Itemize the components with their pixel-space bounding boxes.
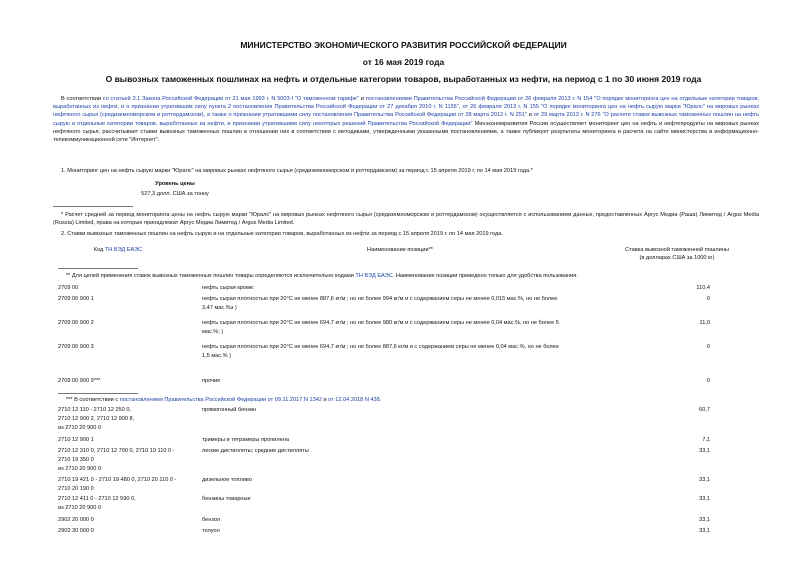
footnote-argus: * Расчет средней за период мониторинга цены на нефть сырую марки "Юралс" на мировых рынках нефтяного сырья (средиземноморском и роттердамском) осуществляется с использованием данных, предоставленных Аргус Медиа (Раша) Лимитед / Argus Media (Russia) Limited, права на которые принадлежат Аргус Медиа Лимитед / Argus Media Limited. (53, 212, 759, 227)
document-title: О вывозных таможенных пошлинах на нефть и отдельные категории товаров, выработанных из нефти, на период с 1 по 30 июня 2019 года (105, 74, 702, 84)
column-header-name: Наименование позиции** (367, 247, 433, 253)
intro-text: и (526, 112, 534, 119)
row-name: нефть сырая плотностью при 20°С не менее 887,6 кг/м ; но не более 994 кг/м и с содержанием серы не менее 0,015 мас.%, но не более 3,47 мас.%з ) (202, 296, 558, 311)
table-note-divider (58, 268, 138, 269)
table-note-decrees (66, 396, 746, 404)
row-code: 2709 00 900 3 (58, 344, 94, 350)
row-name: нефть сырая плотностью при 20°С не менее 694,7 кг/м ; но не более 887,6 кг/м и с содержанием серы не менее 0,04 мас.%, но не более 1,5 мас.% ) (202, 344, 559, 359)
row-rate: 0 (706, 344, 710, 350)
row-code: 2710 12 110 - 2710 12 250 0, 2710 12 900 2, 2710 12 900 8, из 2710 20 900 0 (58, 407, 135, 431)
section-2-heading: 2. Ставки вывозных таможенных пошлин на нефть сырую и на отдельные категории товаров, выработанных из нефти за период с 15 апреля 2019 г. по 14 мая 2019 года. (61, 231, 503, 237)
row-name: нефть сырая кроме: (202, 285, 255, 291)
intro-text: и (358, 96, 366, 102)
row-code: 2710 12 310 0, 2710 12 700 0, 2710 19 110 0 - 2710 19 350 0 из 2710 20 900 0 (58, 448, 175, 472)
row-rate: 33,1 (699, 528, 710, 534)
table-note-codes (66, 272, 746, 280)
intro-paragraph (53, 95, 759, 144)
note-text: . Наименование позиции приведено только для удобства пользования. (392, 273, 578, 279)
price-level-value: 527,3 долл. США за тонну (141, 191, 209, 197)
row-rate: 33,1 (699, 448, 710, 454)
row-rate: 11,0 (699, 320, 710, 326)
intro-text: , (458, 104, 463, 111)
row-code: 2902 20 000 0 (58, 517, 94, 523)
row-name: легкие дистилляты; средние дистилляты (202, 448, 309, 454)
ministry-heading: МИНИСТЕРСТВО ЭКОНОМИЧЕСКОГО РАЗВИТИЯ РОССИЙСКОЙ ФЕДЕРАЦИИ (240, 40, 567, 50)
column-code-prefix: Код (93, 247, 105, 253)
row-name: толуол (202, 528, 220, 534)
row-code: 2709 00 900 1 (58, 296, 94, 302)
law-link[interactable]: со статьей 3.1 Закона Российской Федерации от 21 мая 1993 г. N 5003-I "О таможенном тарифе" (102, 96, 359, 102)
tn-ved-link[interactable]: ТН ВЭД ЕАЭС (104, 247, 143, 253)
decree-1342-link[interactable]: постановлением Правительства Российской Федерации от 09.11.2017 N 1342 (119, 397, 322, 403)
row-rate: 0 (706, 378, 710, 384)
row-rate: 0 (706, 296, 710, 302)
row-rate: 7,1 (702, 437, 710, 443)
footnote-divider (53, 206, 133, 207)
note-text: ** Для целей применения ставок вывозных таможенных пошлин товары определяются исключительно кодами (66, 273, 356, 279)
row-code: 2902 30 000 0 (58, 528, 94, 534)
decree-438-link[interactable]: от 12.04.2018 N 438 (328, 397, 380, 403)
row-code: 2709 00 900 9*** (58, 378, 101, 384)
price-level-label: Уровень цены (155, 181, 195, 187)
intro-text: Минэкономразвития России осуществляет мониторинг цен на нефть и нефтепродукты на мировых рынках нефтяного сырья, рассчитывает ставки вывозных таможенных пошлин в отношении них в соответствии с методиками, утвержденными указанными постановлениями, а также публикует результаты мониторинга и расчета на сайте министерства в информационно-телекоммуникационной сети "Интернет". (53, 120, 759, 144)
row-code: 2709 00 900 2 (58, 320, 94, 326)
note-text: и (321, 397, 329, 403)
row-name: дизельное топливо (202, 477, 252, 483)
row-code: 2710 12 900 1 (58, 437, 94, 443)
decree-154-link[interactable]: постановлениями Правительства Российской Федерации от 26 февраля 2013 г. N 154 "О порядке мониторинга цен на отдельные категории товаров, выработанных из нефти, и о признании утратившим силу пункта 2 постановления Правительства Российской Федерации от 27 декабря 2010 г. N 1155" (53, 96, 759, 111)
note-text: . (379, 397, 382, 403)
column-header-rate: Ставка вывозной таможенной пошлины (в долларах США за 1000 кг) (625, 247, 729, 261)
row-code: 2709 00 (58, 285, 79, 291)
monitoring-paragraph: 1. Мониторинг цен на нефть сырую марки "Юралс" на мировых рынках нефтяного сырья (средиземноморском и роттердамском) за период с 15 апреля 2019 г. по 14 мая 2019 года.* (61, 168, 533, 174)
document-date: от 16 мая 2019 года (362, 57, 445, 67)
row-rate: 33,1 (699, 517, 710, 523)
row-rate: 60,7 (699, 407, 710, 413)
row-name: прямогонный бензин (202, 407, 257, 413)
column-header-code (58, 246, 178, 254)
row-rate: 33,1 (699, 496, 710, 502)
row-name: тримеры и тетрамеры пропилена (202, 437, 289, 443)
table-note-divider (58, 393, 138, 394)
row-rate: 110,4 (696, 285, 710, 291)
note-text: *** В соответствии с (66, 397, 120, 403)
row-code: 2710 19 421 0 - 2710 19 480 0, 2710 20 110 0 - 2710 20 190 0 (58, 477, 177, 492)
row-name: нефть сырая плотностью при 20°С не менее 694,7 кг/м ; но не более 980 кг/м и с содержанием серы не менее 0,04 мас.%, но не более 5 мас.%; ) (202, 320, 559, 335)
row-name: бензины товарные (202, 496, 251, 502)
decree-155-link[interactable]: от 26 февраля 2013 г. N 155 "О порядке мониторинга цен на нефть сырую марки "Юралс" на мировых рынках нефтяного сырья (средиземноморском и роттердамском), а также о признании утратившими силу постановления Правительства Российской Федерации от 28 марта 2012 г. N 251" (53, 104, 759, 119)
decree-276-link[interactable]: от 29 марта 2013 г. N 276 "О расчете ставок вывозных таможенных пошлин на нефть сырую и отдельные категории товаров, выработанных из нефти, и признании утратившими силу некоторых решений Правительства Российской Федерации" (53, 112, 759, 127)
row-rate: 33,1 (699, 477, 710, 483)
row-name: прочие (202, 378, 221, 384)
intro-text: В соответствии (61, 96, 103, 102)
tn-ved-link[interactable]: ТН ВЭД ЕАЭС (355, 273, 393, 279)
row-name: бензол (202, 517, 221, 523)
row-code: 2710 12 411 0 - 2710 12 590 0, из 2710 20 900 0 (58, 496, 136, 511)
